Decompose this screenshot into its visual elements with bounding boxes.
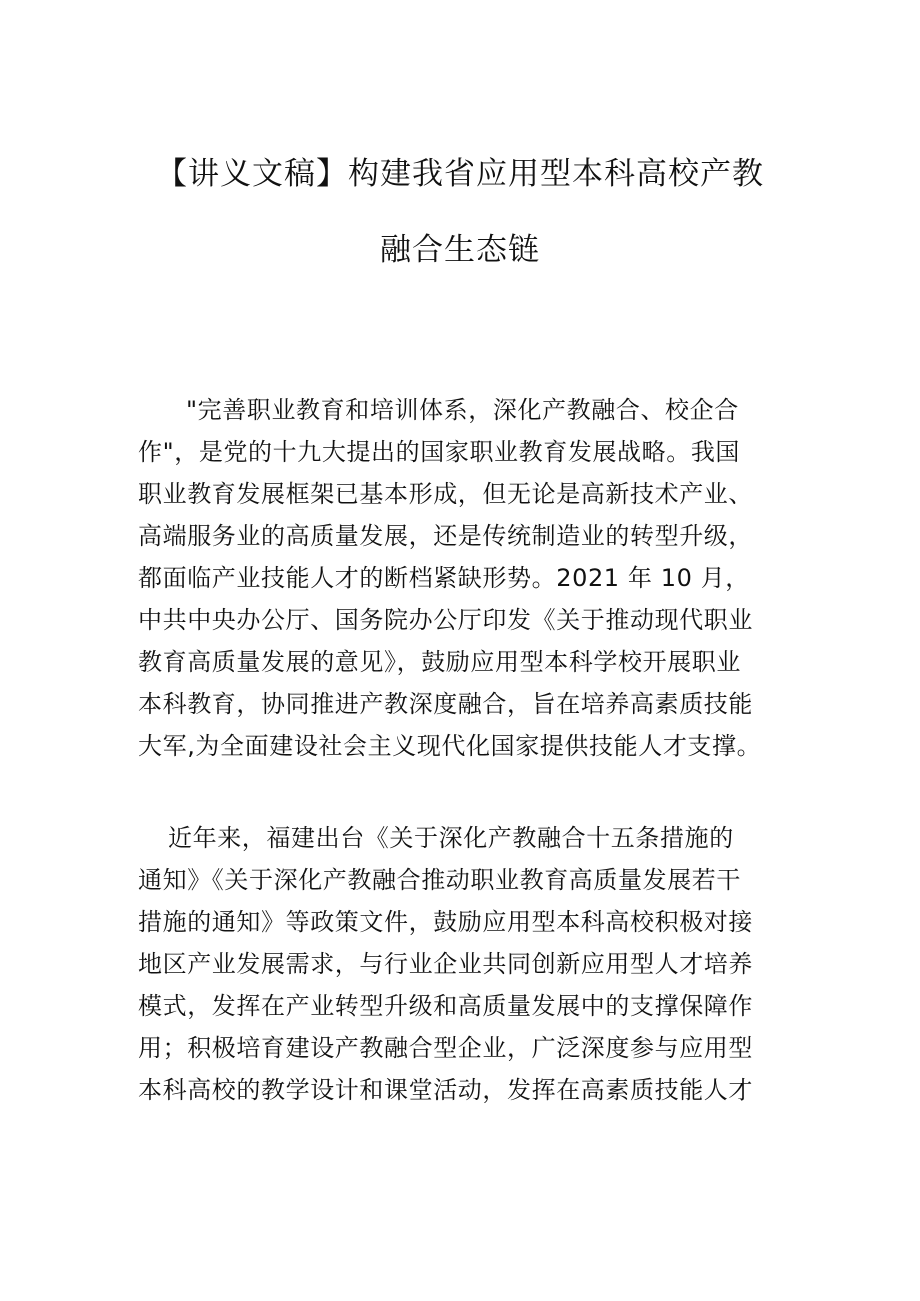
paragraph-1 xyxy=(138,389,798,767)
paragraph-line: 都面临产业技能人才的断档紧缺形势。2021 年 10 月， xyxy=(138,564,750,592)
document-title-line-1: 【讲义文稿】构建我省应用型本科高校产教 xyxy=(156,156,764,192)
paragraph-line: 本科教育，协同推进产教深度融合，旨在培养高素质技能 xyxy=(138,690,753,718)
paragraph-line: 职业教育发展框架已基本形成，但无论是高新技术产业、 xyxy=(138,480,753,508)
paragraph-line: 教育高质量发展的意见》，鼓励应用型本科学校开展职业 xyxy=(138,648,741,676)
paragraph-line: 措施的通知》等政策文件，鼓励应用型本科高校积极对接 xyxy=(138,908,753,936)
paragraph-line: 作"，是党的十九大提出的国家职业教育发展战略。我国 xyxy=(138,438,741,466)
paragraph-line: 地区产业发展需求，与行业企业共同创新应用型人才培养 xyxy=(138,950,753,978)
paragraph-line: 大军,为全面建设社会主义现代化国家提供技能人才支撑。 xyxy=(138,732,762,760)
paragraph-line: 中共中央办公厅、国务院办公厅印发《关于推动现代职业 xyxy=(138,606,753,634)
paragraph-line: 近年来，福建出台《关于深化产教融合十五条措施的 xyxy=(168,824,734,852)
paragraph-line: 通知》《关于深化产教融合推动职业教育高质量发展若干 xyxy=(138,866,741,894)
paragraph-line: "完善职业教育和培训体系，深化产教融合、校企合 xyxy=(186,396,739,424)
paragraph-line: 本科高校的教学设计和课堂活动，发挥在高素质技能人才 xyxy=(138,1076,753,1104)
paragraph-line: 高端服务业的高质量发展，还是传统制造业的转型升级， xyxy=(138,522,753,550)
paragraph-line: 模式，发挥在产业转型升级和高质量发展中的支撑保障作 xyxy=(138,992,753,1020)
document-title-line-2: 融合生态链 xyxy=(380,232,540,268)
paragraph-2 xyxy=(138,817,798,1111)
paragraph-line: 用；积极培育建设产教融合型企业，广泛深度参与应用型 xyxy=(138,1034,753,1062)
